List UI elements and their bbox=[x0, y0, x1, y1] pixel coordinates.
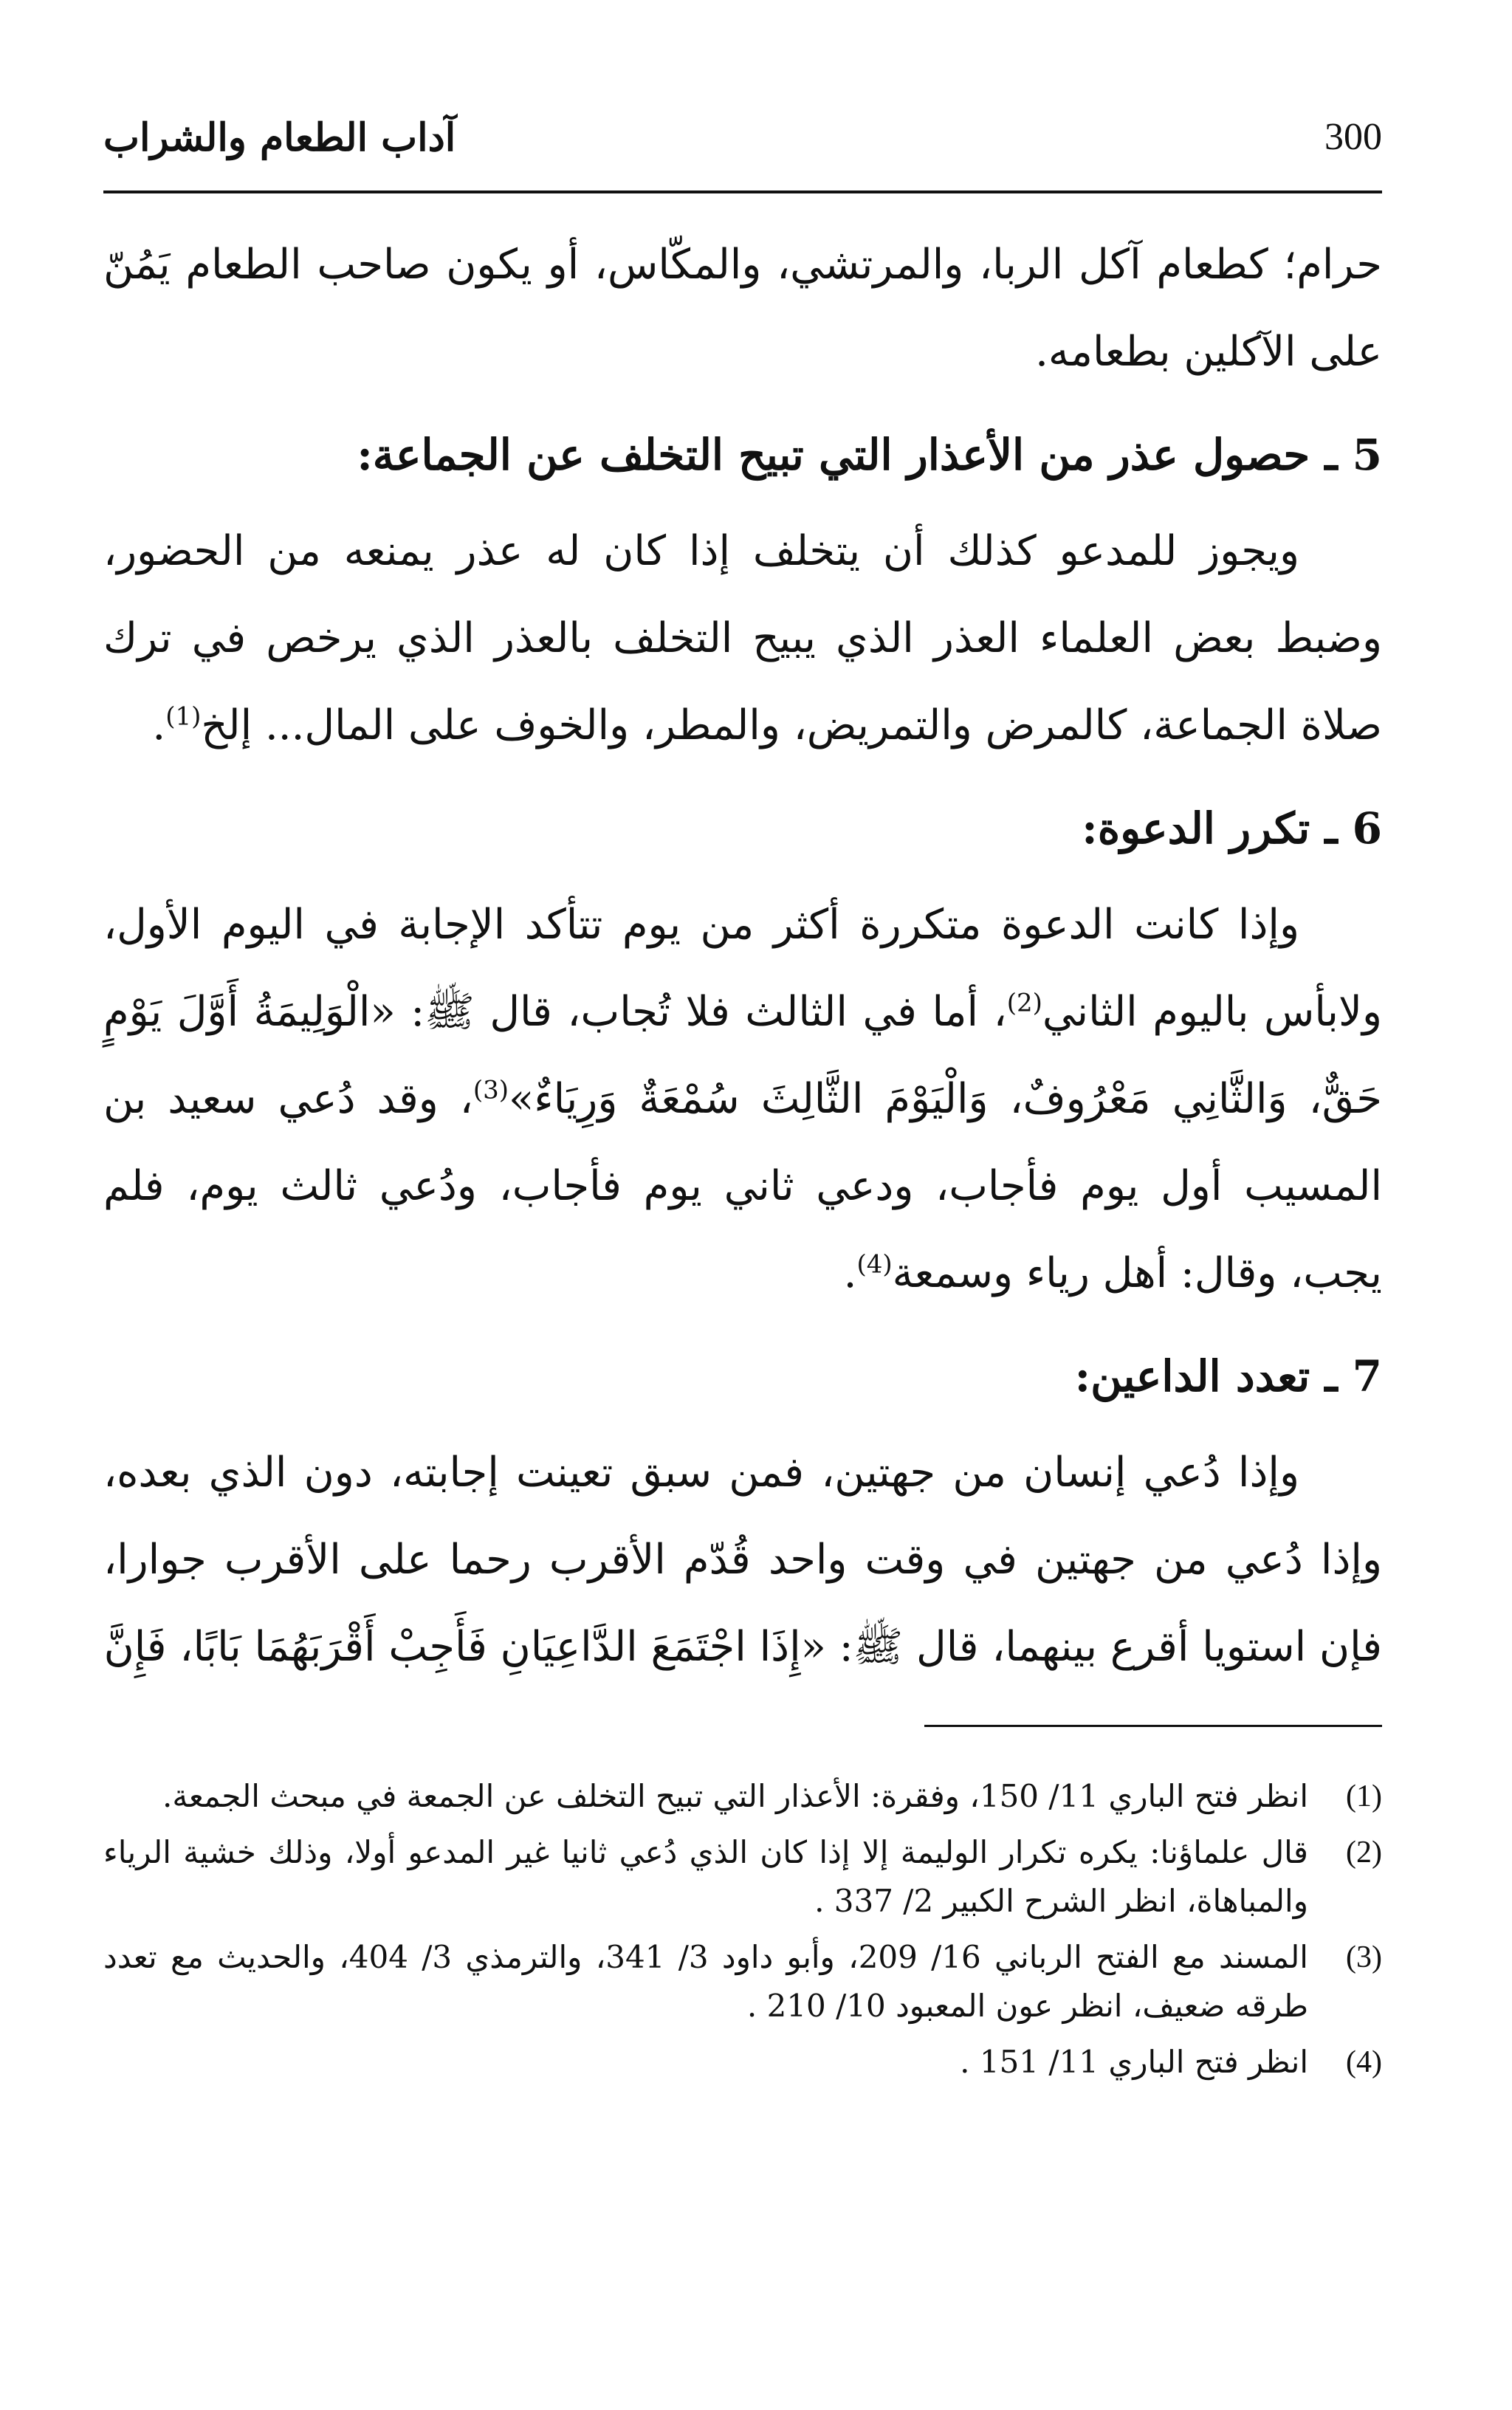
paragraph-3-end: . bbox=[843, 1249, 857, 1297]
footnote-1 bbox=[103, 1772, 1382, 1821]
heading-5: 5 ـ حصول عذر من الأعذار التي تبيح التخلف عن الجماعة: bbox=[357, 430, 1382, 480]
footnote-4 bbox=[103, 2038, 1382, 2087]
paragraph-4: وإذا دُعي إنسان من جهتين، فمن سبق تعينت إجابته، دون الذي بعده، وإذا دُعي من جهتين في وقت واحد قُدّم الأقرب رحما على الأقرب جوارا، فإن استويا أقرع بينهما، قال ﷺ: «إِذَا اجْتَمَعَ الدَّاعِيَانِ فَأَجِبْ أَقْرَبَهُمَا بَابًا، فَإِنَّ bbox=[103, 1449, 1382, 1671]
header-rule bbox=[103, 190, 1382, 193]
footnote-ref-3: (3) bbox=[472, 1075, 509, 1105]
footnotes bbox=[103, 1772, 1382, 2094]
footnote-ref-2: (2) bbox=[1006, 988, 1042, 1018]
paragraph-3-text-b: ، أما في الثالث فلا تُجاب، قال ﷺ: «الْوَلِيمَةُ أَوَّلَ يَوْمٍ حَقٌّ، وَالثَّانِي مَعْرُوفٌ، وَالْيَوْمَ الثَّالِثَ سُمْعَةٌ وَرِيَاءٌ» bbox=[103, 988, 1382, 1123]
footnote-text: انظر فتح الباري 11/ 151 . bbox=[960, 2044, 1308, 2080]
footnote-rule bbox=[924, 1725, 1382, 1727]
paragraph-2-text: ويجوز للمدعو كذلك أن يتخلف إذا كان له عذر يمنعه من الحضور، وضبط بعض العلماء العذر الذي يبيح التخلف بالعذر الذي يرخص في ترك صلاة الجماعة، كالمرض والتمريض، والمطر، والخوف على المال... إلخ bbox=[103, 527, 1382, 749]
paragraph-3-text-c: ، وقد دُعي سعيد بن المسيب أول يوم فأجاب، ودعي ثاني يوم فأجاب، ودُعي ثالث يوم، فلم يجب، وقال: أهل رياء وسمعة bbox=[103, 1075, 1382, 1297]
page-header bbox=[103, 111, 1382, 185]
footnote-ref-1: (1) bbox=[165, 701, 202, 732]
footnote-3 bbox=[103, 1933, 1382, 2030]
paragraph-2 bbox=[103, 508, 1382, 769]
footnote-text: انظر فتح الباري 11/ 150، وفقرة: الأعذار التي تبيح التخلف عن الجمعة في مبحث الجمعة. bbox=[162, 1778, 1308, 1814]
page-number: 300 bbox=[1324, 116, 1382, 158]
main-text bbox=[103, 222, 1382, 1691]
footnote-number: (4) bbox=[1346, 2045, 1382, 2079]
footnote-number: (1) bbox=[1346, 1779, 1382, 1813]
footnote-text: قال علماؤنا: يكره تكرار الوليمة إلا إذا كان الذي دُعي ثانيا غير المدعو أولا، وذلك خشية الرياء والمباهاة، انظر الشرح الكبير 2/ 337 . bbox=[103, 1834, 1308, 1919]
footnote-text: المسند مع الفتح الرباني 16/ 209، وأبو داود 3/ 341، والترمذي 3/ 404، والحديث مع تعدد طرقه ضعيف، انظر عون المعبود 10/ 210 . bbox=[103, 1939, 1308, 2024]
paragraph-3 bbox=[103, 882, 1382, 1317]
heading-7: 7 ـ تعدد الداعين: bbox=[1074, 1351, 1382, 1401]
heading-6: 6 ـ تكرر الدعوة: bbox=[1082, 803, 1382, 854]
paragraph-1: حرام؛ كطعام آكل الربا، والمرتشي، والمكّاس، أو يكون صاحب الطعام يَمُنّ على الآكلين بطعامه. bbox=[103, 241, 1382, 376]
paragraph-2-end: . bbox=[152, 701, 166, 749]
running-title: آداب الطعام والشراب bbox=[103, 115, 456, 160]
footnote-2 bbox=[103, 1828, 1382, 1926]
footnote-number: (3) bbox=[1346, 1940, 1382, 1974]
footnote-ref-4: (4) bbox=[856, 1249, 893, 1280]
paragraph-3-text-a: وإذا كانت الدعوة متكررة أكثر من يوم تتأكد الإجابة في اليوم الأول، ولابأس باليوم الثاني bbox=[103, 901, 1382, 1036]
footnote-number: (2) bbox=[1346, 1836, 1382, 1870]
